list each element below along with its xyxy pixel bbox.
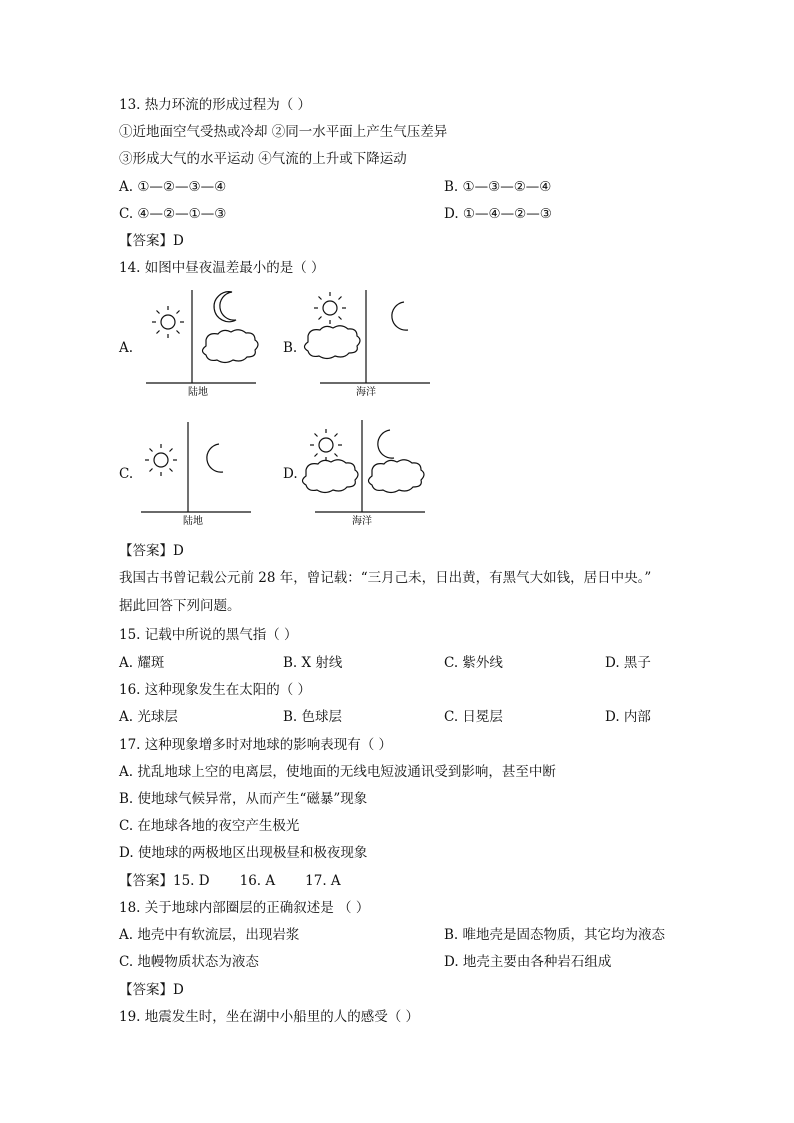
q16-option-d: D. 内部	[605, 709, 651, 725]
q14-label-a: A.	[119, 340, 134, 356]
sun-icon	[145, 444, 177, 476]
q18-option-b: B. 唯地壳是固态物质，其它均为液态	[444, 927, 666, 943]
passage-end: 。”	[637, 570, 652, 586]
sun-icon	[314, 292, 346, 324]
q13-line2: ③形成大气的水平运动 ④气流的上升或下降运动	[119, 151, 407, 167]
q17-option-d: D. 使地球的两极地区出现极昼和极夜现象	[119, 845, 368, 861]
answer-value: D	[173, 543, 184, 559]
q18-option-d: D. 地壳主要由各种岩石组成	[444, 954, 612, 970]
diagram-d	[300, 418, 435, 530]
q13-option-d: D. ①—④—②—③	[444, 206, 552, 222]
q14-answer	[119, 542, 184, 560]
answer-value: 15. D 16. A 17. A	[173, 873, 341, 889]
q18-option-a: A. 地壳中有软流层，出现岩浆	[119, 927, 300, 943]
q13-option-b: B. ①—③—②—④	[444, 179, 552, 195]
moon-icon	[214, 292, 236, 322]
q13-stem: 13. 热力环流的形成过程为（ ）	[119, 97, 312, 113]
moon-icon	[378, 430, 394, 458]
diagram-d-caption: 海洋	[352, 516, 372, 527]
passage-text: 我国古书曾记载公元前 28 年，曾记载：“三月己未，日出黄，有黑气大如钱，居日中央	[119, 570, 638, 586]
q18-stem: 18. 关于地球内部圈层的正确叙述是 （ ）	[119, 900, 370, 916]
diagram-c	[135, 418, 265, 530]
diagram-a-caption: 陆地	[188, 387, 208, 398]
answer-value: D	[173, 982, 184, 998]
q15-option-d: D. 黑子	[605, 655, 651, 671]
passage-line1	[119, 569, 651, 587]
q13-line1: ①近地面空气受热或冷却 ②同一水平面上产生气压差异	[119, 124, 448, 140]
q16-option-c: C. 日冕层	[444, 709, 503, 725]
moon-icon	[207, 444, 223, 472]
cloud-icon	[303, 460, 359, 493]
moon-icon	[392, 302, 408, 330]
cloud-icon	[369, 460, 425, 493]
diagram-a	[140, 288, 270, 400]
answer-tag: 【答案】	[119, 233, 173, 249]
q13-option-c: C. ④—②—①—③	[119, 206, 227, 222]
q15-option-b: B. X 射线	[283, 655, 343, 671]
q19-stem: 19. 地震发生时，坐在湖中小船里的人的感受（ ）	[119, 1009, 420, 1025]
passage-line2: 据此回答下列问题。	[119, 598, 241, 614]
q18-option-c: C. 地幔物质状态为液态	[119, 954, 259, 970]
q15-stem: 15. 记载中所说的黑气指（ ）	[119, 627, 298, 643]
answer-tag: 【答案】	[119, 873, 173, 889]
q17-option-b: B. 使地球气候异常，从而产生“磁暴”现象	[119, 791, 368, 807]
answer-tag: 【答案】	[119, 543, 173, 559]
q13-answer	[119, 232, 184, 250]
q16-option-b: B. 色球层	[283, 709, 343, 725]
q14-label-b: B.	[283, 340, 298, 356]
q15-17-answer	[119, 872, 341, 890]
q15-option-c: C. 紫外线	[444, 655, 503, 671]
q16-stem: 16. 这种现象发生在太阳的（ ）	[119, 682, 312, 698]
q14-label-d: D.	[283, 466, 298, 482]
answer-value: D	[173, 233, 184, 249]
sun-icon	[310, 429, 342, 461]
diagram-b-caption: 海洋	[356, 387, 376, 398]
cloud-icon	[203, 330, 259, 363]
q14-label-c: C.	[119, 466, 134, 482]
q17-option-c: C. 在地球各地的夜空产生极光	[119, 818, 300, 834]
diagram-c-caption: 陆地	[183, 516, 203, 527]
q18-answer	[119, 981, 184, 999]
q13-option-a: A. ①—②—③—④	[119, 179, 227, 195]
sun-icon	[152, 306, 184, 338]
answer-tag: 【答案】	[119, 982, 173, 998]
q15-option-a: A. 耀斑	[119, 655, 165, 671]
cloud-icon	[305, 326, 361, 359]
q17-stem: 17. 这种现象增多时对地球的影响表现有（ ）	[119, 737, 393, 753]
diagram-b	[300, 288, 435, 400]
q16-option-a: A. 光球层	[119, 709, 178, 725]
q14-stem: 14. 如图中昼夜温差最小的是（ ）	[119, 260, 325, 276]
q17-option-a: A. 扰乱地球上空的电离层，使地面的无线电短波通讯受到影响，甚至中断	[119, 764, 556, 780]
